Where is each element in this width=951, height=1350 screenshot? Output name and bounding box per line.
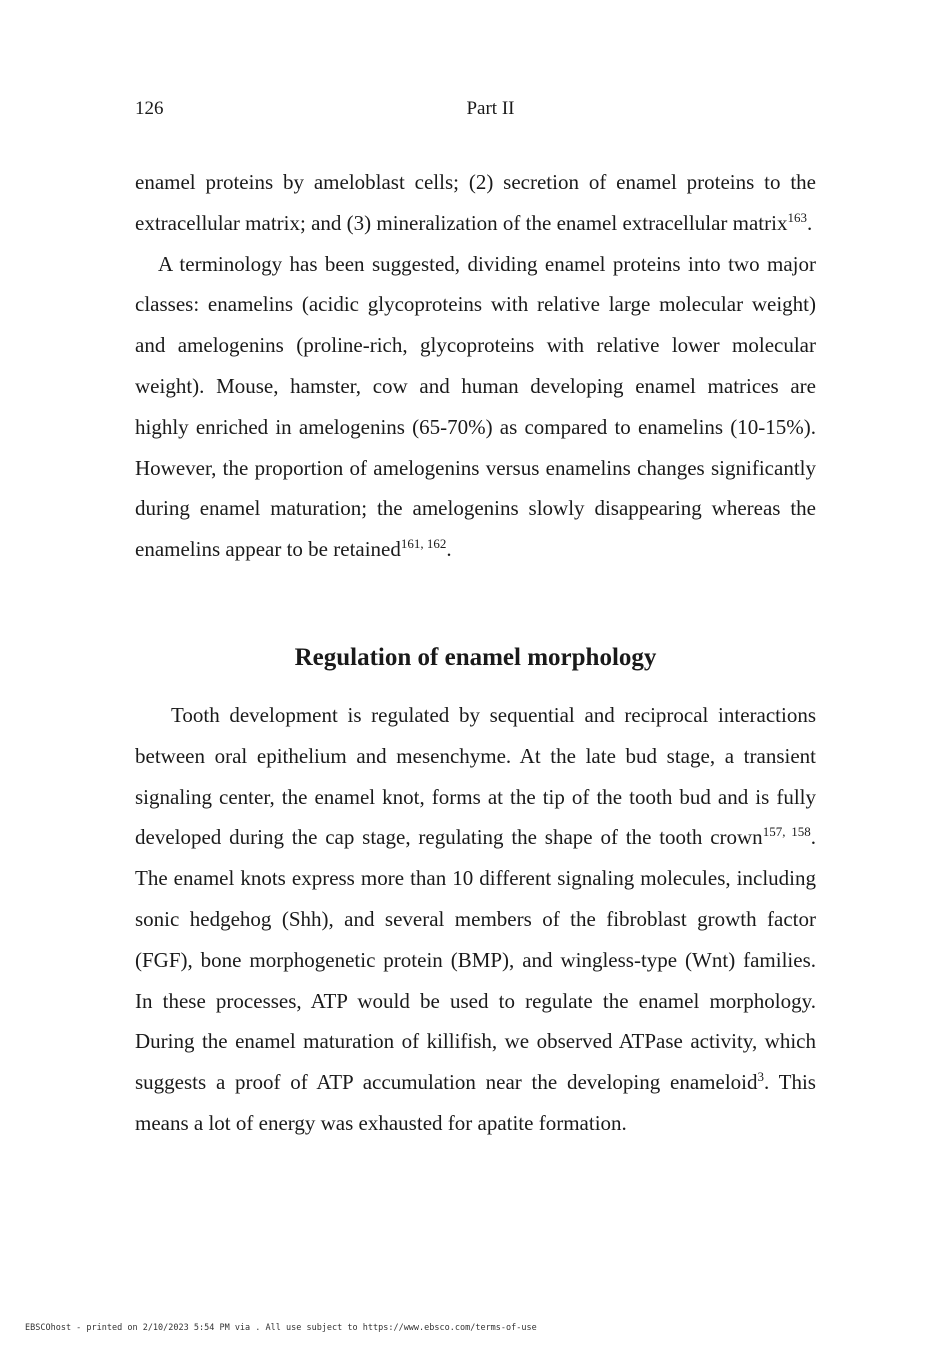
- body-text-top: [135, 162, 816, 570]
- body-text-bottom: [135, 695, 816, 1144]
- paragraph-text: Tooth development is regulated by sequential and reciprocal interactions between oral epithelium and mesenchyme. At the late bud stage, a transient signaling center, the enamel knot, forms at the tip of the tooth bud and is fully developed during the cap stage, regulating the shape of the tooth crown: [135, 703, 816, 850]
- paragraph-text: enamel proteins by ameloblast cells; (2) secretion of enamel proteins to the extracellular matrix; and (3) mineralization of the enamel extracellular matrix: [135, 170, 816, 235]
- paragraph-punctuation: .: [446, 537, 452, 562]
- section-heading: Regulation of enamel morphology: [294, 644, 657, 671]
- page-number: 126: [135, 98, 164, 119]
- paragraph-text: . This means a lot of energy was exhausted for apatite formation.: [135, 1070, 816, 1135]
- paragraph-continuation: [135, 162, 816, 244]
- paragraph-tooth-development: [135, 695, 816, 1144]
- paragraph-terminology: [135, 244, 816, 570]
- citation-ref: 161, 162: [400, 536, 447, 552]
- citation-ref: 163: [787, 209, 807, 225]
- paragraph-text: A terminology has been suggested, dividing enamel proteins into two major classes: enamelins (acidic glycoproteins with relative large molecular weight) and amelogenins (proline-rich, glycoproteins with relative lower molecular weight). Mouse, hamster, cow and human developing enamel matrices are highly enriched in amelogenins (65-70%) as compared to enamelins (10-15%). However, the proportion of amelogenins versus enamelins changes significantly during enamel maturation; the amelogenins slowly disappearing whereas the enamelins appear to be retained: [135, 251, 816, 562]
- running-title: Part II: [466, 98, 515, 119]
- citation-ref: 3: [757, 1069, 764, 1085]
- paragraph-text: . The enamel knots express more than 10 different signaling molecules, including sonic hedgehog (Shh), and several members of the fibroblast growth factor (FGF), bone morphogenetic protein (BMP), and wingless-type (Wnt) families. In these processes, ATP would be used to regulate the enamel morphology. During the enamel maturation of killifish, we observed ATPase activity, which suggests a proof of ATP accumulation near the developing enameloid: [135, 825, 817, 1095]
- print-notice-footer: EBSCOhost - printed on 2/10/2023 5:54 PM via . All use subject to https://www.ebsco.com/terms-of-use: [25, 1323, 537, 1333]
- paragraph-punctuation: .: [806, 210, 813, 235]
- citation-ref: 157, 158: [762, 824, 811, 840]
